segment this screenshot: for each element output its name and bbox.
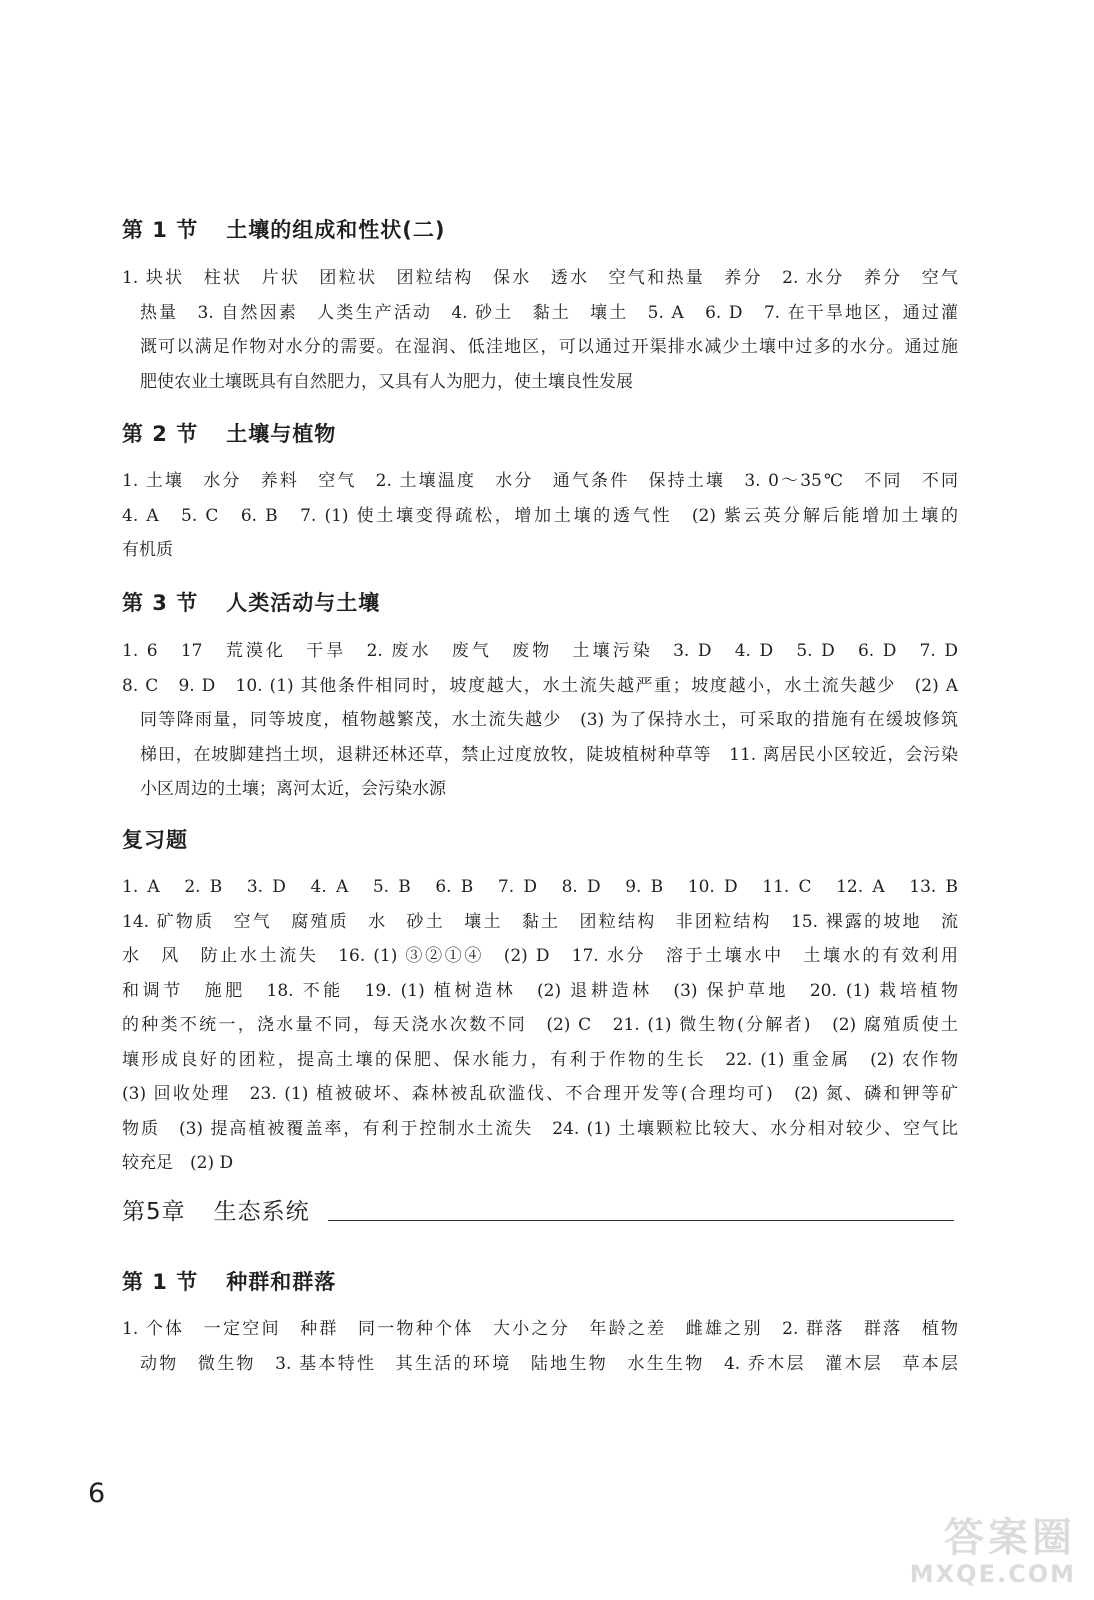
answer-line: 梯田，在坡脚建挡土坝，退耕还林还草，禁止过度放牧，陡坡植树种草等 11. 离居民小区较近，会污染 [140, 744, 958, 765]
section-ch5s1-answers [122, 1312, 958, 1381]
page-number: 6 [88, 1478, 106, 1509]
answer-line: 小区周边的土壤；离河太近，会污染水源 [140, 779, 446, 799]
answer-line: 1. 块状 柱状 片状 团粒状 团粒结构 保水 透水 空气和热量 养分 2. 水分 养分 空气 [122, 268, 958, 288]
answer-line: 的种类不统一，浇水量不同，每天浇水次数不同 (2) C 21. (1) 微生物(分解者) (2) 腐殖质使土 [122, 1015, 958, 1035]
answer-line: (3) 回收处理 23. (1) 植被破坏、森林被乱砍滥伐、不合理开发等(合理均可) (2) 氮、磷和钾等矿 [122, 1084, 958, 1104]
answer-line: 和调节 施肥 18. 不能 19. (1) 植树造林 (2) 退耕造林 (3) 保护草地 20. (1) 栽培植物 [122, 980, 958, 1001]
answer-line: 1. A 2. B 3. D 4. A 5. B 6. B 7. D 8. D 9. B 10. D 11. C 12. A 13. B [122, 877, 958, 897]
section-heading-ch5s1 [122, 1266, 336, 1296]
answer-line: 有机质 [122, 540, 173, 560]
chapter-title: 生态系统 [213, 1199, 310, 1225]
answer-line: 1. 6 17 荒漠化 干旱 2. 废水 废气 废物 土壤污染 3. D 4. D 5. D 6. D 7. D [122, 641, 958, 661]
section-heading-s2 [122, 418, 336, 448]
review-answers [122, 870, 958, 1181]
section-heading-review [122, 824, 188, 854]
section-number: 第 1 节 [122, 218, 199, 242]
section-title: 复习题 [122, 828, 188, 852]
answer-line: 物质 (3) 提高植被覆盖率，有利于控制水土流失 24. (1) 土壤颗粒比较大、水分相对较少、空气比 [122, 1118, 958, 1139]
chapter-underline [328, 1220, 954, 1221]
answer-line: 肥使农业土壤既具有自然肥力，又具有人为肥力，使土壤良性发展 [140, 371, 633, 392]
watermark-logo [846, 1515, 1076, 1595]
watermark-url: MXQE.COM [909, 1560, 1076, 1588]
section-heading-s3 [122, 587, 380, 617]
answer-line: 14. 矿物质 空气 腐殖质 水 砂土 壤土 黏土 团粒结构 非团粒结构 15. 裸露的坡地 流 [122, 911, 958, 932]
answer-line: 热量 3. 自然因素 人类生产活动 4. 砂土 黏土 壤土 5. A 6. D 7. 在干旱地区，通过灌 [140, 302, 958, 323]
section-title: 人类活动与土壤 [226, 591, 381, 615]
section-number: 第 2 节 [122, 422, 199, 446]
answer-line: 4. A 5. C 6. B 7. (1) 使土壤变得疏松，增加土壤的透气性 (2) 紫云英分解后能增加土壤的 [122, 505, 958, 526]
answer-line: 较充足 (2) D [122, 1153, 234, 1173]
answer-line: 水 风 防止水土流失 16. (1) ③②①④ (2) D 17. 水分 溶于土壤水中 土壤水的有效利用 [122, 946, 958, 966]
section-title: 土壤与植物 [226, 422, 337, 446]
section-s1-answers [122, 261, 958, 399]
section-number: 第 1 节 [122, 1270, 199, 1294]
answer-line: 溉可以满足作物对水分的需要。在湿润、低洼地区，可以通过开渠排水减少土壤中过多的水分。通过施 [140, 337, 958, 357]
section-number: 第 3 节 [122, 591, 199, 615]
watermark-text: 答案圈 [944, 1515, 1076, 1561]
answer-line: 动物 微生物 3. 基本特性 其生活的环境 陆地生物 水生生物 4. 乔木层 灌木层 草本层 [140, 1353, 958, 1374]
section-title: 种群和群落 [226, 1270, 337, 1294]
answer-line: 壤形成良好的团粒，提高土壤的保肥、保水能力，有利于作物的生长 22. (1) 重金属 (2) 农作物 [122, 1049, 958, 1070]
answer-line: 8. C 9. D 10. (1) 其他条件相同时，坡度越大，水土流失越严重；坡度越小，水土流失越少 (2) A [122, 675, 958, 696]
section-heading-s1 [122, 214, 445, 244]
section-s3-answers [122, 634, 958, 807]
answer-line: 1. 个体 一定空间 种群 同一物种个体 大小之分 年龄之差 雌雄之别 2. 群落 群落 植物 [122, 1319, 958, 1339]
chapter-number: 第5章 [122, 1199, 186, 1225]
section-title: 土壤的组成和性状(二) [226, 218, 446, 242]
answer-line: 1. 土壤 水分 养料 空气 2. 土壤温度 水分 通气条件 保持土壤 3. 0～35℃ 不同 不同 [122, 471, 958, 491]
answer-line: 同等降雨量，同等坡度，植物越繁茂，水土流失越少 (3) 为了保持水土，可采取的措施有在缓坡修筑 [140, 710, 958, 730]
section-s2-answers [122, 464, 958, 568]
